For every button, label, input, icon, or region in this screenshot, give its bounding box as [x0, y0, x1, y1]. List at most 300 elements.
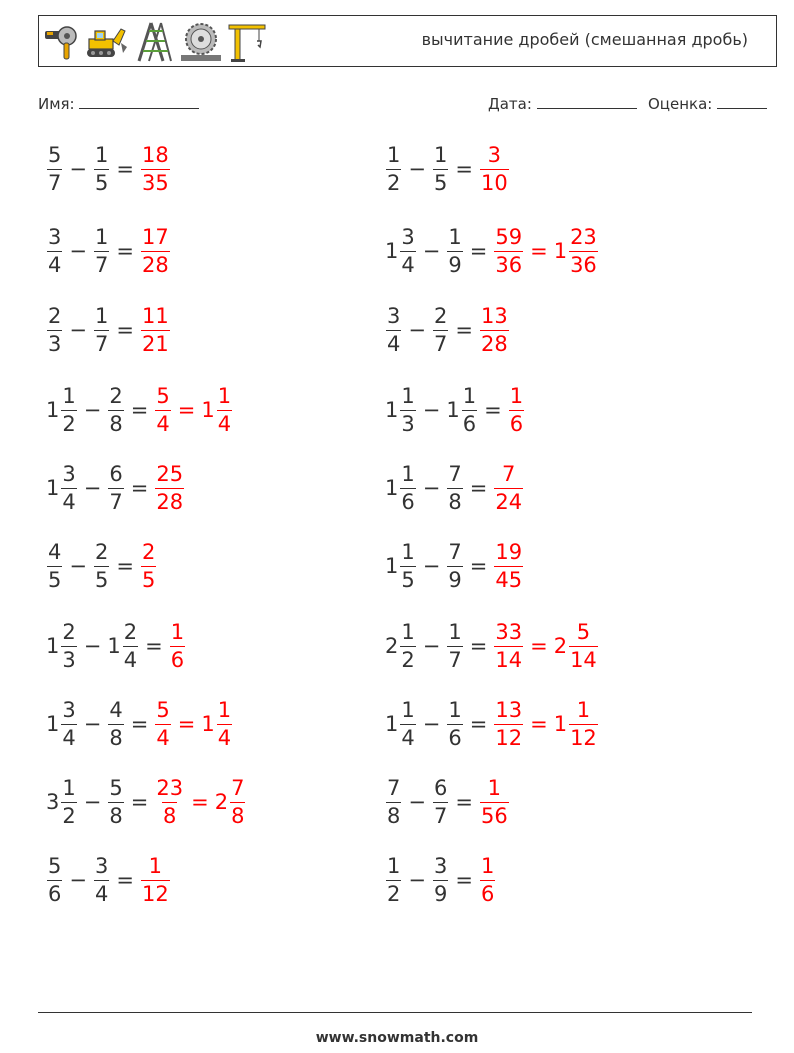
fraction: [47, 542, 62, 591]
denominator: 9: [433, 882, 448, 906]
answer: [479, 778, 510, 827]
answer-fraction: [154, 464, 185, 513]
denominator: 2: [62, 804, 76, 828]
answer-fraction: [154, 386, 171, 435]
fraction: [155, 386, 170, 435]
numerator: 5: [576, 620, 591, 644]
numerator: 1: [401, 462, 415, 486]
numerator: 1: [217, 698, 232, 722]
numerator: 1: [148, 854, 163, 878]
numerator: 3: [48, 225, 62, 249]
numerator: 25: [156, 462, 184, 486]
numerator: 1: [387, 854, 401, 878]
answer-fraction: [140, 542, 157, 591]
denominator: 28: [480, 332, 508, 356]
numerator: 18: [141, 143, 169, 167]
whole-number: 1: [385, 554, 399, 578]
name-label: Имя:: [38, 95, 75, 113]
equals-sign: =: [130, 790, 149, 814]
minus-sign: −: [69, 157, 87, 181]
minus-sign: −: [83, 398, 102, 422]
minuend: [385, 622, 417, 671]
problem-item: [385, 227, 599, 276]
whole-number: 3: [46, 790, 60, 814]
denominator: 4: [156, 412, 170, 436]
minus-sign: −: [83, 476, 102, 500]
problem-item: [46, 542, 157, 591]
minus-sign: −: [422, 712, 441, 736]
subtrahend: [107, 464, 124, 513]
minuend: [385, 227, 417, 276]
minus-sign: −: [83, 634, 102, 658]
problem-item: [385, 856, 496, 905]
denominator: 4: [48, 253, 62, 277]
minuend: [385, 778, 402, 827]
worksheet-header: [38, 15, 777, 67]
fraction: [94, 227, 109, 276]
equals-sign: =: [455, 790, 473, 814]
minuend: [46, 227, 63, 276]
numerator: 13: [480, 304, 508, 328]
denominator: 36: [495, 253, 523, 277]
fraction: [569, 227, 598, 276]
denominator: 4: [94, 882, 109, 906]
fraction: [94, 306, 109, 355]
fraction: [155, 700, 170, 749]
equals-sign: =: [455, 157, 473, 181]
answer-fraction: [154, 700, 171, 749]
subtrahend: [93, 856, 110, 905]
fraction: [94, 542, 109, 591]
problem-item: [385, 778, 510, 827]
numerator: 2: [109, 384, 123, 408]
minus-sign: −: [69, 239, 87, 263]
denominator: 5: [401, 568, 415, 592]
answer-fraction: [493, 622, 524, 671]
answer: [479, 306, 510, 355]
fraction: [480, 778, 509, 827]
answer: [493, 227, 598, 276]
minus-sign: −: [422, 476, 441, 500]
denominator: 5: [433, 171, 448, 195]
numerator: 1: [462, 384, 477, 408]
subtrahend: [432, 778, 449, 827]
minuend: [46, 856, 63, 905]
numerator: 7: [448, 540, 462, 564]
answer-fraction: [493, 700, 524, 749]
fraction: [386, 856, 401, 905]
denominator: 4: [401, 726, 415, 750]
numerator: 11: [141, 304, 169, 328]
denominator: 28: [141, 253, 169, 277]
answer-fraction: [479, 145, 510, 194]
numerator: 2: [62, 620, 76, 644]
equals-sign: =: [455, 868, 473, 892]
minuend: [385, 856, 402, 905]
denominator: 6: [48, 882, 62, 906]
numerator: 1: [217, 384, 232, 408]
denominator: 7: [433, 332, 448, 356]
problem-item: [385, 145, 510, 194]
answer-fraction: [493, 227, 524, 276]
numerator: 2: [48, 304, 62, 328]
numerator: 7: [502, 462, 516, 486]
fraction: [480, 856, 495, 905]
fraction: [447, 464, 462, 513]
whole-number: 1: [385, 476, 399, 500]
denominator: 7: [94, 253, 109, 277]
denominator: 3: [401, 412, 415, 436]
denominator: 14: [570, 648, 597, 672]
equals-sign: =: [484, 398, 502, 422]
fraction: [400, 386, 415, 435]
answer: [140, 856, 171, 905]
denominator: 8: [109, 726, 123, 750]
equals-sign: =: [530, 712, 548, 736]
date-label: Дата:: [488, 95, 532, 113]
denominator: 4: [156, 726, 170, 750]
problem-item: [46, 622, 186, 671]
fraction: [400, 464, 415, 513]
denominator: 8: [163, 804, 177, 828]
numerator: 1: [94, 143, 109, 167]
equals-sign: =: [530, 634, 548, 658]
fraction: [433, 778, 448, 827]
answer-fraction: [479, 856, 496, 905]
numerator: 7: [387, 776, 401, 800]
fraction: [569, 700, 598, 749]
denominator: 3: [62, 648, 76, 672]
answer-mixed-number: [201, 386, 233, 435]
grade-field: [648, 94, 767, 113]
answer-fraction: [140, 227, 171, 276]
answer-fraction: [479, 778, 510, 827]
denominator: 4: [401, 253, 415, 277]
denominator: 14: [495, 648, 523, 672]
denominator: 56: [480, 804, 508, 828]
answer-fraction: [493, 464, 524, 513]
subtrahend: [432, 306, 449, 355]
equals-sign: =: [469, 239, 488, 263]
fraction: [61, 622, 76, 671]
whole-number: 1: [201, 398, 215, 422]
denominator: 5: [94, 171, 109, 195]
answer: [479, 856, 496, 905]
denominator: 12: [495, 726, 523, 750]
numerator: 3: [94, 854, 109, 878]
fraction: [447, 227, 462, 276]
denominator: 7: [94, 332, 109, 356]
denominator: 8: [448, 490, 462, 514]
equals-sign: =: [116, 868, 134, 892]
fraction: [400, 542, 415, 591]
denominator: 4: [387, 332, 401, 356]
equals-sign: =: [469, 712, 488, 736]
numerator: 1: [433, 143, 448, 167]
numerator: 1: [94, 225, 109, 249]
equals-sign: =: [469, 634, 488, 658]
denominator: 6: [462, 412, 477, 436]
answer: [479, 145, 510, 194]
numerator: 3: [387, 304, 401, 328]
minuend: [46, 622, 78, 671]
whole-number: 1: [46, 398, 60, 422]
numerator: 3: [487, 143, 502, 167]
equals-sign: =: [469, 554, 488, 578]
fraction: [47, 306, 62, 355]
problem-item: [46, 227, 171, 276]
minuend: [46, 464, 78, 513]
fraction: [494, 464, 523, 513]
problem-item: [46, 386, 233, 435]
minus-sign: −: [408, 157, 426, 181]
equals-sign: =: [130, 476, 149, 500]
numerator: 2: [141, 540, 156, 564]
minuend: [385, 542, 417, 591]
denominator: 8: [387, 804, 401, 828]
problem-item: [46, 778, 246, 827]
denominator: 2: [62, 412, 76, 436]
answer-mixed-number: [554, 227, 599, 276]
numerator: 3: [62, 698, 76, 722]
numerator: 1: [62, 384, 76, 408]
denominator: 4: [62, 490, 76, 514]
answer-fraction: [479, 306, 510, 355]
denominator: 4: [217, 726, 232, 750]
minus-sign: −: [83, 712, 102, 736]
denominator: 7: [448, 648, 462, 672]
whole-number: 1: [553, 239, 568, 263]
answer: [493, 700, 598, 749]
answer-mixed-number: [554, 700, 599, 749]
problem-item: [46, 464, 185, 513]
equals-sign: =: [116, 318, 134, 342]
angle-grinder-icon: [43, 21, 81, 63]
whole-number: 1: [46, 634, 60, 658]
denominator: 5: [141, 568, 156, 592]
denominator: 6: [401, 490, 415, 514]
numerator: 13: [495, 698, 523, 722]
denominator: 24: [495, 490, 523, 514]
numerator: 59: [495, 225, 523, 249]
denominator: 8: [231, 804, 245, 828]
subtrahend: [446, 386, 478, 435]
answer-mixed-number: [554, 622, 599, 671]
minuend: [385, 145, 402, 194]
answer: [508, 386, 525, 435]
fraction: [433, 145, 448, 194]
numerator: 1: [401, 384, 415, 408]
fraction: [61, 386, 76, 435]
denominator: 6: [509, 412, 524, 436]
circular-saw-icon: [179, 21, 223, 63]
fraction: [47, 856, 62, 905]
denominator: 36: [570, 253, 597, 277]
numerator: 7: [231, 776, 245, 800]
numerator: 3: [433, 854, 448, 878]
answer: [169, 622, 186, 671]
numerator: 1: [94, 304, 109, 328]
minus-sign: −: [69, 554, 87, 578]
answer-fraction: [154, 778, 185, 827]
minus-sign: −: [408, 318, 426, 342]
denominator: 7: [433, 804, 448, 828]
fraction: [47, 227, 62, 276]
problem-item: [385, 542, 524, 591]
equals-sign: =: [145, 634, 163, 658]
fraction: [386, 778, 401, 827]
fraction: [447, 542, 462, 591]
fraction: [61, 778, 76, 827]
numerator: 1: [480, 854, 495, 878]
numerator: 1: [387, 143, 401, 167]
equals-sign: =: [130, 712, 149, 736]
subtrahend: [107, 700, 124, 749]
bulldozer-icon: [85, 21, 129, 63]
fraction: [155, 464, 184, 513]
grade-line: [717, 94, 767, 109]
denominator: 6: [448, 726, 462, 750]
fraction: [123, 622, 138, 671]
numerator: 3: [401, 225, 415, 249]
whole-number: 2: [385, 634, 399, 658]
numerator: 1: [401, 698, 415, 722]
minuend: [46, 700, 78, 749]
answer-fraction: [169, 622, 186, 671]
numerator: 33: [495, 620, 523, 644]
answer-fraction: [140, 145, 171, 194]
numerator: 1: [401, 540, 415, 564]
denominator: 35: [141, 171, 169, 195]
denominator: 12: [141, 882, 169, 906]
fraction: [447, 622, 462, 671]
answer-fraction: [493, 542, 524, 591]
denominator: 5: [48, 568, 62, 592]
subtrahend: [432, 856, 449, 905]
equals-sign: =: [177, 712, 196, 736]
answer: [140, 145, 171, 194]
answer-fraction: [140, 306, 171, 355]
minus-sign: −: [69, 318, 87, 342]
problem-item: [46, 145, 171, 194]
problem-item: [46, 700, 233, 749]
numerator: 5: [48, 854, 62, 878]
denominator: 28: [156, 490, 184, 514]
name-line: [79, 94, 199, 109]
numerator: 1: [401, 620, 415, 644]
minuend: [46, 542, 63, 591]
minus-sign: −: [83, 790, 102, 814]
problem-item: [385, 386, 525, 435]
numerator: 6: [433, 776, 448, 800]
minuend: [46, 306, 63, 355]
minuend: [46, 145, 63, 194]
numerator: 23: [156, 776, 184, 800]
numerator: 5: [109, 776, 123, 800]
fraction: [108, 464, 123, 513]
minuend: [46, 386, 78, 435]
crane-icon: [227, 21, 267, 63]
fraction: [494, 542, 523, 591]
minuend: [385, 306, 402, 355]
answer: [493, 622, 598, 671]
subtrahend: [93, 306, 110, 355]
minus-sign: −: [422, 239, 441, 263]
answer-fraction: [140, 856, 171, 905]
whole-number: 2: [214, 790, 229, 814]
fraction: [386, 306, 401, 355]
subtrahend: [107, 386, 124, 435]
numerator: 1: [62, 776, 76, 800]
denominator: 6: [480, 882, 495, 906]
fraction: [61, 700, 76, 749]
answer: [493, 542, 524, 591]
fraction: [108, 700, 123, 749]
numerator: 5: [156, 698, 170, 722]
whole-number: 1: [385, 239, 399, 263]
subtrahend: [93, 145, 110, 194]
numerator: 6: [109, 462, 123, 486]
numerator: 2: [123, 620, 138, 644]
fraction: [509, 386, 524, 435]
equals-sign: =: [116, 157, 134, 181]
whole-number: 1: [46, 712, 60, 736]
problem-item: [385, 622, 599, 671]
denominator: 10: [480, 171, 508, 195]
fraction: [480, 306, 509, 355]
answer-mixed-number: [215, 778, 247, 827]
subtrahend: [446, 700, 463, 749]
answer: [154, 778, 246, 827]
minuend: [46, 778, 78, 827]
subtrahend: [432, 145, 449, 194]
minuend: [385, 386, 417, 435]
subtrahend: [446, 227, 463, 276]
denominator: 8: [109, 412, 123, 436]
minus-sign: −: [69, 868, 87, 892]
fraction: [480, 145, 509, 194]
denominator: 6: [170, 648, 185, 672]
denominator: 8: [109, 804, 123, 828]
fraction: [569, 622, 598, 671]
answer: [154, 386, 233, 435]
subtrahend: [107, 778, 124, 827]
denominator: 4: [62, 726, 76, 750]
numerator: 1: [448, 698, 462, 722]
fraction: [433, 306, 448, 355]
whole-number: 1: [385, 712, 399, 736]
numerator: 1: [509, 384, 524, 408]
problem-item: [385, 464, 524, 513]
subtrahend: [107, 622, 139, 671]
answer-mixed-number: [201, 700, 233, 749]
fraction: [61, 464, 76, 513]
equals-sign: =: [177, 398, 196, 422]
numerator: 2: [433, 304, 448, 328]
denominator: 7: [109, 490, 123, 514]
fraction: [433, 856, 448, 905]
worksheet-title: вычитание дробей (смешанная дробь): [421, 30, 748, 49]
answer: [493, 464, 524, 513]
minus-sign: −: [422, 398, 441, 422]
problem-item: [385, 700, 599, 749]
fraction: [447, 700, 462, 749]
fraction: [108, 778, 123, 827]
footer-divider: [38, 1012, 752, 1013]
numerator: 1: [448, 620, 462, 644]
minus-sign: −: [422, 634, 441, 658]
answer: [140, 227, 171, 276]
